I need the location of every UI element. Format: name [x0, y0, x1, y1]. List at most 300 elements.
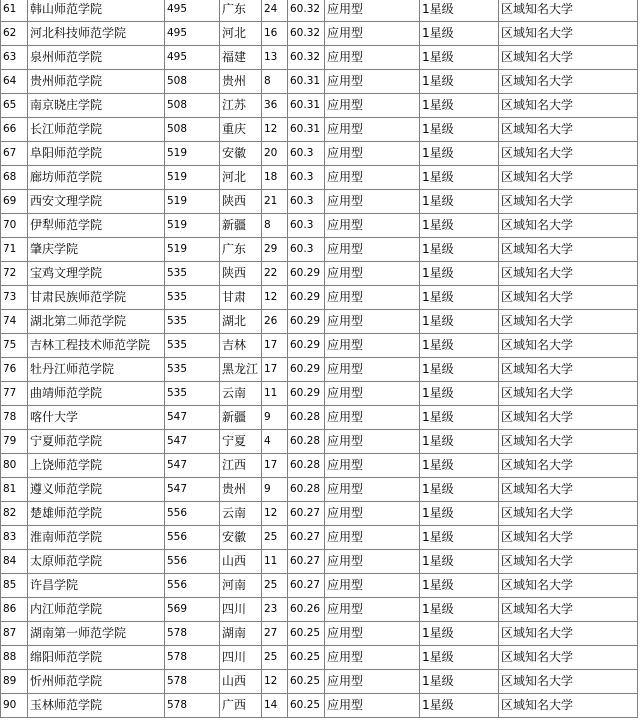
type-cell: 应用型 — [325, 622, 420, 646]
star-level-cell: 1星级 — [420, 406, 499, 430]
star-level-cell: 1星级 — [420, 286, 499, 310]
rank-cell: 69 — [1, 190, 28, 214]
table-row — [1, 22, 638, 46]
star-level-cell: 1星级 — [420, 334, 499, 358]
province-rank-cell: 17 — [262, 358, 288, 382]
university-name-cell: 楚雄师范学院 — [28, 502, 165, 526]
level-cell: 区域知名大学 — [499, 334, 638, 358]
star-level-cell: 1星级 — [420, 262, 499, 286]
province-rank-cell: 24 — [262, 0, 288, 22]
type-cell: 应用型 — [325, 94, 420, 118]
score-rank-cell: 508 — [165, 70, 220, 94]
score-rank-cell: 508 — [165, 118, 220, 142]
star-level-cell: 1星级 — [420, 310, 499, 334]
table-row — [1, 142, 638, 166]
level-cell: 区域知名大学 — [499, 670, 638, 694]
province-rank-cell: 25 — [262, 646, 288, 670]
rank-cell: 84 — [1, 550, 28, 574]
province-cell: 新疆 — [220, 406, 262, 430]
score-cell: 60.27 — [288, 502, 325, 526]
rank-cell: 82 — [1, 502, 28, 526]
university-name-cell: 遵义师范学院 — [28, 478, 165, 502]
type-cell: 应用型 — [325, 358, 420, 382]
province-cell: 重庆 — [220, 118, 262, 142]
province-cell: 福建 — [220, 46, 262, 70]
table-row — [1, 478, 638, 502]
university-name-cell: 太原师范学院 — [28, 550, 165, 574]
province-cell: 四川 — [220, 646, 262, 670]
province-rank-cell: 22 — [262, 262, 288, 286]
university-name-cell: 忻州师范学院 — [28, 670, 165, 694]
type-cell: 应用型 — [325, 238, 420, 262]
level-cell: 区域知名大学 — [499, 94, 638, 118]
score-cell: 60.29 — [288, 286, 325, 310]
score-rank-cell: 535 — [165, 334, 220, 358]
province-rank-cell: 26 — [262, 310, 288, 334]
table-row — [1, 46, 638, 70]
rank-cell: 67 — [1, 142, 28, 166]
level-cell: 区域知名大学 — [499, 238, 638, 262]
type-cell: 应用型 — [325, 382, 420, 406]
rank-cell: 73 — [1, 286, 28, 310]
score-rank-cell: 578 — [165, 670, 220, 694]
rank-cell: 64 — [1, 70, 28, 94]
star-level-cell: 1星级 — [420, 694, 499, 718]
level-cell: 区域知名大学 — [499, 22, 638, 46]
level-cell: 区域知名大学 — [499, 526, 638, 550]
province-cell: 吉林 — [220, 334, 262, 358]
rank-cell: 89 — [1, 670, 28, 694]
university-name-cell: 吉林工程技术师范学院 — [28, 334, 165, 358]
rank-cell: 78 — [1, 406, 28, 430]
table-row — [1, 262, 638, 286]
table-row — [1, 166, 638, 190]
rank-cell: 70 — [1, 214, 28, 238]
university-name-cell: 内江师范学院 — [28, 598, 165, 622]
type-cell: 应用型 — [325, 22, 420, 46]
province-cell: 河北 — [220, 166, 262, 190]
province-rank-cell: 29 — [262, 238, 288, 262]
score-cell: 60.28 — [288, 478, 325, 502]
province-rank-cell: 18 — [262, 166, 288, 190]
score-cell: 60.26 — [288, 598, 325, 622]
province-rank-cell: 20 — [262, 142, 288, 166]
province-cell: 陕西 — [220, 262, 262, 286]
university-name-cell: 南京晓庄学院 — [28, 94, 165, 118]
star-level-cell: 1星级 — [420, 646, 499, 670]
level-cell: 区域知名大学 — [499, 646, 638, 670]
type-cell: 应用型 — [325, 214, 420, 238]
score-rank-cell: 495 — [165, 22, 220, 46]
score-rank-cell: 495 — [165, 46, 220, 70]
rank-cell: 68 — [1, 166, 28, 190]
star-level-cell: 1星级 — [420, 598, 499, 622]
score-cell: 60.31 — [288, 118, 325, 142]
province-cell: 云南 — [220, 382, 262, 406]
score-rank-cell: 578 — [165, 622, 220, 646]
star-level-cell: 1星级 — [420, 46, 499, 70]
score-cell: 60.28 — [288, 454, 325, 478]
province-cell: 广东 — [220, 238, 262, 262]
table-body — [1, 0, 638, 718]
university-name-cell: 河北科技师范学院 — [28, 22, 165, 46]
university-name-cell: 甘肃民族师范学院 — [28, 286, 165, 310]
province-cell: 湖南 — [220, 622, 262, 646]
score-cell: 60.31 — [288, 70, 325, 94]
table-row — [1, 646, 638, 670]
rank-cell: 85 — [1, 574, 28, 598]
table-row — [1, 286, 638, 310]
province-cell: 贵州 — [220, 70, 262, 94]
table-row — [1, 622, 638, 646]
type-cell: 应用型 — [325, 550, 420, 574]
score-rank-cell: 535 — [165, 286, 220, 310]
university-name-cell: 上饶师范学院 — [28, 454, 165, 478]
score-cell: 60.27 — [288, 550, 325, 574]
province-cell: 河北 — [220, 22, 262, 46]
type-cell: 应用型 — [325, 190, 420, 214]
table-row — [1, 334, 638, 358]
rank-cell: 63 — [1, 46, 28, 70]
province-cell: 安徽 — [220, 526, 262, 550]
province-cell: 甘肃 — [220, 286, 262, 310]
score-cell: 60.25 — [288, 646, 325, 670]
score-cell: 60.25 — [288, 670, 325, 694]
rank-cell: 66 — [1, 118, 28, 142]
level-cell: 区域知名大学 — [499, 478, 638, 502]
table-row — [1, 694, 638, 718]
star-level-cell: 1星级 — [420, 526, 499, 550]
province-rank-cell: 12 — [262, 286, 288, 310]
type-cell: 应用型 — [325, 502, 420, 526]
star-level-cell: 1星级 — [420, 454, 499, 478]
province-cell: 山西 — [220, 670, 262, 694]
type-cell: 应用型 — [325, 406, 420, 430]
rank-cell: 75 — [1, 334, 28, 358]
type-cell: 应用型 — [325, 0, 420, 22]
score-rank-cell: 578 — [165, 646, 220, 670]
star-level-cell: 1星级 — [420, 670, 499, 694]
star-level-cell: 1星级 — [420, 238, 499, 262]
level-cell: 区域知名大学 — [499, 574, 638, 598]
score-rank-cell: 495 — [165, 0, 220, 22]
rank-cell: 79 — [1, 430, 28, 454]
province-cell: 云南 — [220, 502, 262, 526]
province-rank-cell: 12 — [262, 502, 288, 526]
star-level-cell: 1星级 — [420, 502, 499, 526]
score-rank-cell: 535 — [165, 382, 220, 406]
score-cell: 60.29 — [288, 262, 325, 286]
province-rank-cell: 11 — [262, 382, 288, 406]
level-cell: 区域知名大学 — [499, 262, 638, 286]
level-cell: 区域知名大学 — [499, 166, 638, 190]
type-cell: 应用型 — [325, 286, 420, 310]
score-cell: 60.3 — [288, 214, 325, 238]
score-cell: 60.31 — [288, 94, 325, 118]
type-cell: 应用型 — [325, 310, 420, 334]
table-row — [1, 598, 638, 622]
score-rank-cell: 519 — [165, 214, 220, 238]
star-level-cell: 1星级 — [420, 190, 499, 214]
score-cell: 60.32 — [288, 46, 325, 70]
province-rank-cell: 13 — [262, 46, 288, 70]
province-cell: 湖北 — [220, 310, 262, 334]
province-cell: 广东 — [220, 0, 262, 22]
score-cell: 60.29 — [288, 334, 325, 358]
level-cell: 区域知名大学 — [499, 0, 638, 22]
type-cell: 应用型 — [325, 526, 420, 550]
level-cell: 区域知名大学 — [499, 598, 638, 622]
table-row — [1, 358, 638, 382]
university-name-cell: 廊坊师范学院 — [28, 166, 165, 190]
score-rank-cell: 556 — [165, 574, 220, 598]
score-cell: 60.25 — [288, 694, 325, 718]
rank-cell: 71 — [1, 238, 28, 262]
type-cell: 应用型 — [325, 598, 420, 622]
star-level-cell: 1星级 — [420, 478, 499, 502]
rank-cell: 72 — [1, 262, 28, 286]
province-rank-cell: 23 — [262, 598, 288, 622]
level-cell: 区域知名大学 — [499, 382, 638, 406]
type-cell: 应用型 — [325, 46, 420, 70]
university-name-cell: 伊犁师范学院 — [28, 214, 165, 238]
score-rank-cell: 535 — [165, 310, 220, 334]
level-cell: 区域知名大学 — [499, 358, 638, 382]
score-cell: 60.3 — [288, 238, 325, 262]
type-cell: 应用型 — [325, 670, 420, 694]
level-cell: 区域知名大学 — [499, 430, 638, 454]
university-name-cell: 淮南师范学院 — [28, 526, 165, 550]
score-cell: 60.29 — [288, 382, 325, 406]
score-rank-cell: 519 — [165, 142, 220, 166]
rank-cell: 61 — [1, 0, 28, 22]
score-rank-cell: 569 — [165, 598, 220, 622]
score-cell: 60.3 — [288, 142, 325, 166]
level-cell: 区域知名大学 — [499, 310, 638, 334]
type-cell: 应用型 — [325, 118, 420, 142]
university-name-cell: 西安文理学院 — [28, 190, 165, 214]
table-row — [1, 70, 638, 94]
score-cell: 60.3 — [288, 190, 325, 214]
province-cell: 四川 — [220, 598, 262, 622]
score-cell: 60.32 — [288, 22, 325, 46]
star-level-cell: 1星级 — [420, 574, 499, 598]
score-rank-cell: 535 — [165, 262, 220, 286]
province-cell: 山西 — [220, 550, 262, 574]
province-cell: 黑龙江 — [220, 358, 262, 382]
table-row — [1, 574, 638, 598]
table-row — [1, 382, 638, 406]
score-cell: 60.27 — [288, 574, 325, 598]
rank-cell: 83 — [1, 526, 28, 550]
star-level-cell: 1星级 — [420, 22, 499, 46]
province-rank-cell: 11 — [262, 550, 288, 574]
table-row — [1, 118, 638, 142]
score-rank-cell: 547 — [165, 478, 220, 502]
university-name-cell: 喀什大学 — [28, 406, 165, 430]
province-rank-cell: 25 — [262, 526, 288, 550]
star-level-cell: 1星级 — [420, 0, 499, 22]
type-cell: 应用型 — [325, 454, 420, 478]
score-rank-cell: 519 — [165, 190, 220, 214]
star-level-cell: 1星级 — [420, 94, 499, 118]
level-cell: 区域知名大学 — [499, 406, 638, 430]
score-cell: 60.28 — [288, 430, 325, 454]
province-cell: 陕西 — [220, 190, 262, 214]
star-level-cell: 1星级 — [420, 382, 499, 406]
province-cell: 江西 — [220, 454, 262, 478]
rank-cell: 65 — [1, 94, 28, 118]
star-level-cell: 1星级 — [420, 118, 499, 142]
rank-cell: 74 — [1, 310, 28, 334]
star-level-cell: 1星级 — [420, 622, 499, 646]
score-cell: 60.29 — [288, 358, 325, 382]
university-name-cell: 贵州师范学院 — [28, 70, 165, 94]
score-cell: 60.28 — [288, 406, 325, 430]
score-rank-cell: 547 — [165, 454, 220, 478]
table-row — [1, 190, 638, 214]
star-level-cell: 1星级 — [420, 214, 499, 238]
score-cell: 60.27 — [288, 526, 325, 550]
province-rank-cell: 36 — [262, 94, 288, 118]
type-cell: 应用型 — [325, 262, 420, 286]
star-level-cell: 1星级 — [420, 142, 499, 166]
level-cell: 区域知名大学 — [499, 190, 638, 214]
type-cell: 应用型 — [325, 430, 420, 454]
type-cell: 应用型 — [325, 694, 420, 718]
score-rank-cell: 556 — [165, 526, 220, 550]
province-rank-cell: 12 — [262, 118, 288, 142]
province-rank-cell: 4 — [262, 430, 288, 454]
score-cell: 60.25 — [288, 622, 325, 646]
score-rank-cell: 519 — [165, 166, 220, 190]
province-cell: 新疆 — [220, 214, 262, 238]
university-name-cell: 湖北第二师范学院 — [28, 310, 165, 334]
score-rank-cell: 547 — [165, 406, 220, 430]
university-name-cell: 湖南第一师范学院 — [28, 622, 165, 646]
score-rank-cell: 556 — [165, 502, 220, 526]
table-row — [1, 430, 638, 454]
level-cell: 区域知名大学 — [499, 454, 638, 478]
score-cell: 60.3 — [288, 166, 325, 190]
level-cell: 区域知名大学 — [499, 142, 638, 166]
province-rank-cell: 17 — [262, 334, 288, 358]
rank-cell: 88 — [1, 646, 28, 670]
province-rank-cell: 9 — [262, 478, 288, 502]
level-cell: 区域知名大学 — [499, 118, 638, 142]
type-cell: 应用型 — [325, 70, 420, 94]
type-cell: 应用型 — [325, 478, 420, 502]
score-rank-cell: 578 — [165, 694, 220, 718]
star-level-cell: 1星级 — [420, 430, 499, 454]
level-cell: 区域知名大学 — [499, 550, 638, 574]
score-cell: 60.32 — [288, 0, 325, 22]
level-cell: 区域知名大学 — [499, 214, 638, 238]
university-name-cell: 肇庆学院 — [28, 238, 165, 262]
table-row — [1, 670, 638, 694]
level-cell: 区域知名大学 — [499, 622, 638, 646]
province-cell: 广西 — [220, 694, 262, 718]
university-name-cell: 许昌学院 — [28, 574, 165, 598]
table-row — [1, 214, 638, 238]
rank-cell: 76 — [1, 358, 28, 382]
star-level-cell: 1星级 — [420, 166, 499, 190]
province-cell: 宁夏 — [220, 430, 262, 454]
province-rank-cell: 25 — [262, 574, 288, 598]
university-name-cell: 曲靖师范学院 — [28, 382, 165, 406]
province-rank-cell: 27 — [262, 622, 288, 646]
level-cell: 区域知名大学 — [499, 286, 638, 310]
type-cell: 应用型 — [325, 142, 420, 166]
type-cell: 应用型 — [325, 646, 420, 670]
level-cell: 区域知名大学 — [499, 694, 638, 718]
province-cell: 贵州 — [220, 478, 262, 502]
university-name-cell: 牡丹江师范学院 — [28, 358, 165, 382]
rank-cell: 86 — [1, 598, 28, 622]
rank-cell: 90 — [1, 694, 28, 718]
score-rank-cell: 508 — [165, 94, 220, 118]
province-rank-cell: 16 — [262, 22, 288, 46]
type-cell: 应用型 — [325, 574, 420, 598]
rank-cell: 62 — [1, 22, 28, 46]
university-name-cell: 长江师范学院 — [28, 118, 165, 142]
university-name-cell: 韩山师范学院 — [28, 0, 165, 22]
table-row — [1, 238, 638, 262]
star-level-cell: 1星级 — [420, 70, 499, 94]
table-row — [1, 406, 638, 430]
star-level-cell: 1星级 — [420, 550, 499, 574]
province-cell: 河南 — [220, 574, 262, 598]
table-row — [1, 94, 638, 118]
table-row — [1, 310, 638, 334]
type-cell: 应用型 — [325, 166, 420, 190]
province-rank-cell: 12 — [262, 670, 288, 694]
score-rank-cell: 519 — [165, 238, 220, 262]
university-name-cell: 宁夏师范学院 — [28, 430, 165, 454]
level-cell: 区域知名大学 — [499, 70, 638, 94]
table-row — [1, 502, 638, 526]
table-row — [1, 550, 638, 574]
university-name-cell: 泉州师范学院 — [28, 46, 165, 70]
province-rank-cell: 21 — [262, 190, 288, 214]
university-name-cell: 绵阳师范学院 — [28, 646, 165, 670]
table-row — [1, 526, 638, 550]
score-rank-cell: 547 — [165, 430, 220, 454]
rank-cell: 80 — [1, 454, 28, 478]
level-cell: 区域知名大学 — [499, 502, 638, 526]
table-row — [1, 454, 638, 478]
score-rank-cell: 556 — [165, 550, 220, 574]
province-rank-cell: 8 — [262, 214, 288, 238]
score-rank-cell: 535 — [165, 358, 220, 382]
university-name-cell: 阜阳师范学院 — [28, 142, 165, 166]
star-level-cell: 1星级 — [420, 358, 499, 382]
province-rank-cell: 8 — [262, 70, 288, 94]
university-name-cell: 宝鸡文理学院 — [28, 262, 165, 286]
rank-cell: 81 — [1, 478, 28, 502]
table-row — [1, 0, 638, 22]
province-rank-cell: 14 — [262, 694, 288, 718]
province-cell: 安徽 — [220, 142, 262, 166]
score-cell: 60.29 — [288, 310, 325, 334]
province-rank-cell: 9 — [262, 406, 288, 430]
level-cell: 区域知名大学 — [499, 46, 638, 70]
type-cell: 应用型 — [325, 334, 420, 358]
province-cell: 江苏 — [220, 94, 262, 118]
university-name-cell: 玉林师范学院 — [28, 694, 165, 718]
rank-cell: 87 — [1, 622, 28, 646]
province-rank-cell: 17 — [262, 454, 288, 478]
